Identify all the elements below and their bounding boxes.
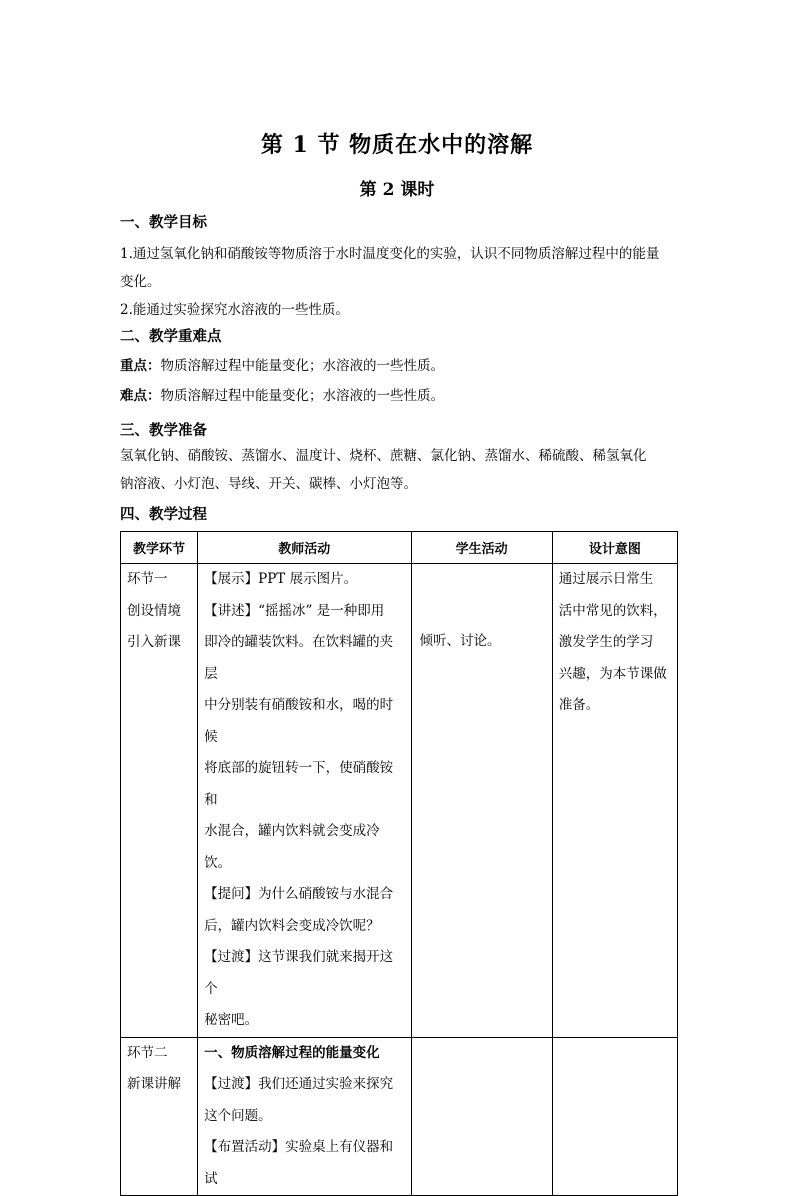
stage-line: 新课讲解 bbox=[127, 1076, 181, 1092]
objective-line: 变化。 bbox=[120, 274, 161, 290]
intent-cell bbox=[552, 564, 677, 1038]
student-cell bbox=[411, 564, 552, 1038]
stage-cell bbox=[121, 1037, 198, 1196]
intent-line: 活中常见的饮料， bbox=[558, 602, 667, 619]
teacher-line: 将底部的旋钮转一下，使硝酸铵和 bbox=[204, 760, 394, 808]
stage-cell bbox=[121, 564, 198, 1038]
intent-line: 激发学生的学习 bbox=[558, 634, 654, 650]
header-stage: 教学环节 bbox=[121, 532, 198, 564]
preparation-line: 钠溶液、小灯泡、导线、开关、碳棒、小灯泡等。 bbox=[120, 476, 417, 492]
student-line: 倾听、讨论。 bbox=[419, 633, 501, 649]
section-heading-preparation: 三、教学准备 bbox=[120, 422, 207, 439]
teaching-process-table bbox=[120, 531, 678, 1196]
table-header-row bbox=[121, 532, 678, 564]
objective-line: 1.通过氢氧化钠和硝酸铵等物质溶于水时温度变化的实验，认识不同物质溶解过程中的能量 bbox=[120, 246, 660, 262]
document-subtitle: 第 2 课时 bbox=[359, 180, 435, 200]
stage-line: 创设情境 bbox=[127, 602, 181, 619]
document-title: 第 1 节 物质在水中的溶解 bbox=[260, 132, 534, 158]
teacher-line: 【提问】为什么硝酸铵与水混合 bbox=[204, 886, 394, 902]
teacher-line: 这个问题。 bbox=[204, 1107, 272, 1124]
stage-line: 环节二 bbox=[127, 1044, 168, 1061]
teacher-line: 中分别装有硝酸铵和水，喝的时候 bbox=[204, 697, 394, 745]
stage-line: 引入新课 bbox=[127, 634, 181, 650]
teacher-subheading: 一、物质溶解过程的能量变化 bbox=[204, 1044, 380, 1061]
teacher-line: 【过渡】这节课我们就来揭开这个 bbox=[204, 949, 394, 997]
teacher-line: 【过渡】我们还通过实验来探究 bbox=[204, 1076, 394, 1092]
difficult-label: 难点： bbox=[120, 388, 161, 404]
teacher-line: 【展示】PPT 展示图片。 bbox=[204, 571, 358, 587]
header-student: 学生活动 bbox=[411, 532, 552, 564]
section-heading-key-points: 二、教学重难点 bbox=[120, 328, 222, 345]
teacher-line: 秘密吧。 bbox=[204, 1012, 259, 1028]
key-point-line bbox=[120, 352, 444, 380]
intent-line: 兴趣，为本节课做 bbox=[558, 665, 667, 682]
teacher-line: 水混合，罐内饮料就会变成冷饮。 bbox=[204, 823, 380, 871]
teacher-line: 【布置活动】实验桌上有仪器和试 bbox=[204, 1139, 394, 1187]
table-row bbox=[121, 1037, 678, 1196]
key-points-text bbox=[120, 352, 444, 410]
preparation-line: 氢氧化钠、硝酸铵、蒸馏水、温度计、烧杯、蔗糖、氯化钠、蒸馏水、稀硫酸、稀氢氧化 bbox=[120, 448, 647, 464]
key-label: 重点： bbox=[120, 358, 161, 374]
objectives-text bbox=[120, 240, 659, 324]
header-teacher: 教师活动 bbox=[198, 532, 411, 564]
key-text: 物质溶解过程中能量变化；水溶液的一些性质。 bbox=[160, 358, 444, 374]
difficult-text: 物质溶解过程中能量变化；水溶液的一些性质。 bbox=[160, 388, 444, 404]
objective-line: 2.能通过实验探究水溶液的一些性质。 bbox=[120, 302, 349, 318]
difficult-point-line bbox=[120, 382, 444, 410]
preparation-text bbox=[120, 442, 647, 498]
teacher-line: 即冷的罐装饮料。在饮料罐的夹层 bbox=[204, 634, 394, 682]
teacher-cell bbox=[198, 564, 411, 1038]
intent-line: 准备。 bbox=[558, 697, 600, 713]
header-intent: 设计意图 bbox=[552, 532, 677, 564]
student-cell bbox=[411, 1037, 552, 1196]
section-heading-objectives: 一、教学目标 bbox=[120, 214, 207, 231]
teacher-line: 【讲述】“摇摇冰” 是一种即用 bbox=[204, 602, 385, 619]
teacher-line: 后，罐内饮料会变成冷饮呢？ bbox=[204, 917, 380, 934]
teacher-cell bbox=[198, 1037, 411, 1196]
section-heading-process: 四、教学过程 bbox=[120, 506, 207, 523]
intent-line: 通过展示日常生 bbox=[558, 571, 654, 587]
intent-cell bbox=[552, 1037, 677, 1196]
stage-line: 环节一 bbox=[127, 571, 168, 587]
table-row bbox=[121, 564, 678, 1038]
